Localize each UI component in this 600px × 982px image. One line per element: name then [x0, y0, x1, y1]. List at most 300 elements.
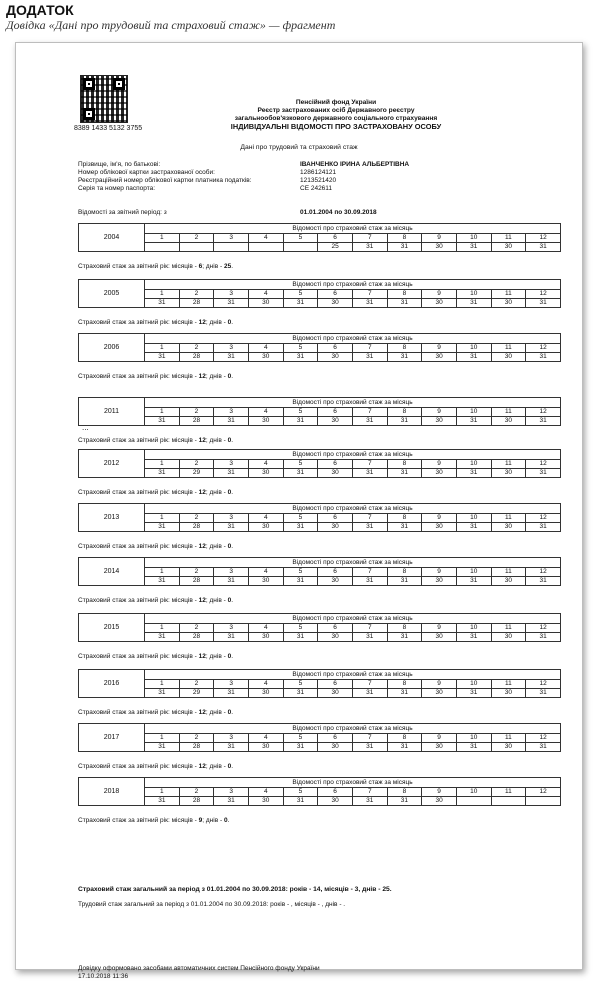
month-days-cell: 31: [387, 523, 422, 532]
month-number-cell: 8: [387, 734, 422, 743]
month-number-cell: 2: [179, 624, 214, 633]
month-days-cell: 31: [214, 689, 249, 698]
month-days-cell: 31: [352, 353, 387, 362]
month-days-cell: 31: [456, 577, 491, 586]
month-days-cell: 31: [526, 417, 561, 426]
month-days-cell: 30: [318, 797, 353, 806]
person-info-row: [78, 169, 409, 177]
person-info-label: Номер облікової картки застрахованої особи:: [78, 169, 215, 176]
month-number-cell: 10: [456, 624, 491, 633]
month-number-cell: 8: [387, 624, 422, 633]
table-header: Відомості про страховий стаж за місяць: [145, 670, 561, 680]
month-number-cell: 8: [387, 788, 422, 797]
month-number-cell: 4: [248, 568, 283, 577]
month-days-cell: [145, 243, 180, 252]
month-number-cell: 4: [248, 680, 283, 689]
month-number-cell: 9: [422, 568, 457, 577]
month-days-cell: 31: [283, 577, 318, 586]
year-stazh-line: [78, 437, 233, 444]
month-number-cell: 10: [456, 788, 491, 797]
month-days-cell: 28: [179, 633, 214, 642]
month-number-cell: 11: [491, 514, 526, 523]
month-days-cell: 31: [352, 523, 387, 532]
month-days-cell: 31: [526, 577, 561, 586]
month-number-cell: 5: [283, 408, 318, 417]
stazh-days: 0: [227, 543, 232, 550]
month-number-cell: 2: [179, 788, 214, 797]
month-days-cell: 31: [526, 633, 561, 642]
stazh-mid: ; днів -: [205, 489, 228, 496]
month-number-cell: 2: [179, 408, 214, 417]
month-days-cell: 31: [387, 469, 422, 478]
stazh-days: 0: [227, 597, 232, 604]
stazh-mid: ; днів -: [205, 373, 228, 380]
month-days-cell: 31: [283, 469, 318, 478]
month-number-cell: 12: [526, 460, 561, 469]
year-cell: 2004: [79, 224, 145, 252]
year-stazh-line: [78, 653, 233, 660]
month-number-cell: 9: [422, 680, 457, 689]
month-days-cell: 29: [179, 469, 214, 478]
month-days-cell: 31: [352, 743, 387, 752]
stazh-days: 0: [227, 437, 232, 444]
month-number-cell: 3: [214, 234, 249, 243]
month-number-cell: 4: [248, 624, 283, 633]
month-number-cell: 1: [145, 344, 180, 353]
month-days-cell: 31: [214, 469, 249, 478]
month-days-cell: 31: [387, 633, 422, 642]
month-number-cell: 2: [179, 344, 214, 353]
reporting-period: [78, 209, 377, 216]
month-days-cell: 30: [491, 577, 526, 586]
month-number-cell: 10: [456, 290, 491, 299]
total-insurance-stazh: Страховий стаж загальний за період з 01.01.2004 по 30.09.2018: років - 14, місяців - 3, днів - 25.: [78, 886, 392, 893]
year-stazh-line: [78, 263, 233, 270]
person-info-value: СЕ 242611: [300, 185, 333, 192]
month-days-cell: 31: [145, 469, 180, 478]
month-number-cell: 6: [318, 680, 353, 689]
month-number-cell: 4: [248, 788, 283, 797]
month-number-cell: 2: [179, 514, 214, 523]
organization-block: [211, 99, 461, 131]
month-number-cell: 10: [456, 514, 491, 523]
month-days-cell: 30: [248, 797, 283, 806]
month-days-cell: [248, 243, 283, 252]
stazh-months: 12: [198, 763, 206, 770]
month-number-cell: 12: [526, 234, 561, 243]
year-table: [78, 723, 561, 752]
month-days-cell: 31: [456, 353, 491, 362]
month-number-cell: 6: [318, 408, 353, 417]
table-header: Відомості про страховий стаж за місяць: [145, 558, 561, 568]
person-info: [78, 161, 409, 193]
month-days-cell: 31: [283, 353, 318, 362]
month-days-cell: 30: [491, 243, 526, 252]
month-days-cell: 31: [352, 577, 387, 586]
stazh-suffix: .: [231, 373, 233, 380]
month-number-cell: 12: [526, 290, 561, 299]
month-number-cell: 8: [387, 234, 422, 243]
month-number-cell: 3: [214, 788, 249, 797]
month-number-cell: 7: [352, 514, 387, 523]
month-days-cell: 30: [491, 743, 526, 752]
stazh-suffix: .: [231, 597, 233, 604]
page-header: [6, 2, 335, 32]
month-days-cell: 31: [456, 523, 491, 532]
qr-code-icon: [80, 75, 128, 123]
month-days-cell: 31: [526, 353, 561, 362]
month-days-cell: 31: [214, 417, 249, 426]
stazh-suffix: .: [231, 437, 233, 444]
month-days-cell: 30: [491, 299, 526, 308]
month-number-cell: 8: [387, 568, 422, 577]
stazh-days: 0: [227, 373, 232, 380]
month-days-cell: 30: [422, 417, 457, 426]
stazh-prefix: Страховий стаж за звітний рік: місяців -: [78, 653, 199, 660]
stazh-suffix: .: [227, 817, 230, 824]
month-days-cell: [283, 243, 318, 252]
stazh-prefix: Страховий стаж за звітний рік: місяців -: [78, 437, 199, 444]
month-days-cell: 31: [214, 577, 249, 586]
month-number-cell: 12: [526, 624, 561, 633]
month-number-cell: 12: [526, 344, 561, 353]
month-days-cell: 31: [283, 633, 318, 642]
month-number-cell: 1: [145, 680, 180, 689]
month-number-cell: 5: [283, 234, 318, 243]
month-days-cell: 31: [352, 469, 387, 478]
month-days-cell: 30: [422, 243, 457, 252]
month-days-cell: 31: [145, 689, 180, 698]
month-number-cell: 7: [352, 568, 387, 577]
person-info-value: ІВАНЧЕНКО ІРИНА АЛЬБЕРТІВНА: [300, 161, 410, 168]
year-cell: 2016: [79, 670, 145, 698]
month-days-cell: 31: [352, 299, 387, 308]
period-label: Відомості за звітний період: з: [78, 209, 167, 216]
month-days-cell: 30: [318, 299, 353, 308]
month-days-cell: 31: [352, 633, 387, 642]
year-table: [78, 669, 561, 698]
month-number-cell: 4: [248, 408, 283, 417]
month-days-cell: 30: [422, 469, 457, 478]
month-number-cell: 4: [248, 460, 283, 469]
month-days-cell: 31: [526, 523, 561, 532]
month-days-cell: 30: [248, 633, 283, 642]
year-cell: 2012: [79, 450, 145, 478]
month-number-cell: 2: [179, 568, 214, 577]
stazh-prefix: Страховий стаж за звітний рік: місяців -: [78, 709, 199, 716]
month-number-cell: 3: [214, 290, 249, 299]
org-registry-2: загальнообов'язкового державного соціального страхування: [234, 115, 438, 122]
stazh-days: 0: [227, 489, 232, 496]
month-number-cell: 5: [283, 514, 318, 523]
month-number-cell: 5: [283, 290, 318, 299]
stazh-suffix: .: [231, 653, 233, 660]
month-number-cell: 5: [283, 788, 318, 797]
month-number-cell: 3: [214, 514, 249, 523]
month-number-cell: 11: [491, 408, 526, 417]
month-days-cell: 31: [387, 797, 422, 806]
stazh-months: 12: [198, 653, 206, 660]
month-number-cell: 10: [456, 568, 491, 577]
month-number-cell: 1: [145, 514, 180, 523]
month-days-cell: [526, 797, 561, 806]
month-days-cell: 30: [318, 633, 353, 642]
month-days-cell: 25: [318, 243, 353, 252]
month-number-cell: 7: [352, 290, 387, 299]
table-header: Відомості про страховий стаж за місяць: [145, 450, 561, 460]
month-days-cell: 30: [422, 577, 457, 586]
month-number-cell: 5: [283, 568, 318, 577]
stazh-prefix: Страховий стаж за звітний рік: місяців -: [78, 543, 199, 550]
month-number-cell: 3: [214, 734, 249, 743]
document-subtitle: Дані про трудовий та страховий стаж: [240, 144, 358, 151]
month-number-cell: 8: [387, 344, 422, 353]
stazh-prefix: Страховий стаж за звітний рік: місяців -: [78, 373, 199, 380]
month-number-cell: 6: [318, 290, 353, 299]
person-info-row: [78, 177, 409, 185]
month-days-cell: 28: [179, 417, 214, 426]
month-days-cell: 31: [456, 689, 491, 698]
month-days-cell: 30: [248, 577, 283, 586]
month-days-cell: 30: [248, 299, 283, 308]
month-days-cell: 31: [387, 689, 422, 698]
month-number-cell: 3: [214, 408, 249, 417]
month-number-cell: 11: [491, 788, 526, 797]
year-table: [78, 223, 561, 252]
month-number-cell: 5: [283, 624, 318, 633]
year-stazh-line: [78, 817, 229, 824]
table-header: Відомості про страховий стаж за місяць: [145, 614, 561, 624]
year-stazh-line: [78, 319, 233, 326]
month-number-cell: 9: [422, 734, 457, 743]
month-number-cell: 9: [422, 514, 457, 523]
year-stazh-line: [78, 543, 233, 550]
month-number-cell: 12: [526, 680, 561, 689]
month-number-cell: 12: [526, 734, 561, 743]
month-number-cell: 2: [179, 680, 214, 689]
stazh-suffix: .: [231, 263, 233, 270]
year-table: [78, 557, 561, 586]
table-header: Відомості про страховий стаж за місяць: [145, 724, 561, 734]
month-number-cell: 9: [422, 408, 457, 417]
month-number-cell: 3: [214, 680, 249, 689]
month-number-cell: 10: [456, 408, 491, 417]
year-table: [78, 777, 561, 806]
month-days-cell: 30: [491, 523, 526, 532]
month-days-cell: 29: [179, 689, 214, 698]
month-number-cell: 3: [214, 460, 249, 469]
stazh-days: 25: [223, 263, 232, 270]
month-number-cell: 5: [283, 460, 318, 469]
stazh-days: 0: [223, 817, 228, 824]
month-number-cell: 11: [491, 290, 526, 299]
month-number-cell: 5: [283, 680, 318, 689]
month-days-cell: 31: [456, 299, 491, 308]
stazh-mid: ; днів -: [202, 817, 224, 824]
stazh-mid: ; днів -: [205, 543, 228, 550]
month-number-cell: 3: [214, 624, 249, 633]
month-number-cell: 1: [145, 460, 180, 469]
stazh-months: 12: [198, 437, 206, 444]
month-number-cell: 12: [526, 788, 561, 797]
stazh-mid: ; днів -: [205, 597, 228, 604]
month-number-cell: 6: [318, 460, 353, 469]
stazh-mid: ; днів -: [202, 263, 224, 270]
stazh-prefix: Страховий стаж за звітний рік: місяців -: [78, 763, 199, 770]
month-number-cell: 8: [387, 680, 422, 689]
month-number-cell: 11: [491, 734, 526, 743]
month-days-cell: 31: [283, 689, 318, 698]
year-stazh-line: [78, 373, 233, 380]
stazh-prefix: Страховий стаж за звітний рік: місяців -: [78, 817, 199, 824]
year-table: [78, 279, 561, 308]
month-number-cell: 8: [387, 460, 422, 469]
month-days-cell: 31: [145, 577, 180, 586]
month-number-cell: 11: [491, 568, 526, 577]
month-number-cell: 11: [491, 234, 526, 243]
stazh-mid: ; днів -: [205, 763, 228, 770]
month-number-cell: 1: [145, 788, 180, 797]
month-days-cell: 30: [422, 797, 457, 806]
year-cell: 2005: [79, 280, 145, 308]
omitted-years-ellipsis: ...: [82, 423, 89, 432]
month-days-cell: 31: [145, 417, 180, 426]
month-days-cell: 31: [214, 353, 249, 362]
month-days-cell: 30: [491, 689, 526, 698]
month-days-cell: 31: [387, 353, 422, 362]
stazh-months: 12: [198, 709, 206, 716]
month-days-cell: 31: [214, 797, 249, 806]
month-days-cell: 30: [422, 633, 457, 642]
month-days-cell: 30: [422, 353, 457, 362]
year-table: [78, 503, 561, 532]
month-days-cell: 30: [248, 469, 283, 478]
stazh-prefix: Страховий стаж за звітний рік: місяців -: [78, 319, 199, 326]
month-days-cell: 31: [526, 743, 561, 752]
month-number-cell: 9: [422, 344, 457, 353]
month-number-cell: 12: [526, 514, 561, 523]
month-number-cell: 5: [283, 344, 318, 353]
month-number-cell: 7: [352, 788, 387, 797]
table-header: Відомості про страховий стаж за місяць: [145, 398, 561, 408]
year-cell: 2018: [79, 778, 145, 806]
month-number-cell: 6: [318, 568, 353, 577]
month-number-cell: 1: [145, 734, 180, 743]
month-days-cell: 31: [526, 689, 561, 698]
month-number-cell: 1: [145, 234, 180, 243]
month-days-cell: 30: [318, 743, 353, 752]
document-footer: [78, 965, 320, 981]
month-number-cell: 1: [145, 568, 180, 577]
month-days-cell: 31: [283, 523, 318, 532]
month-days-cell: 31: [387, 417, 422, 426]
month-days-cell: 30: [318, 353, 353, 362]
total-labor-stazh: Трудовий стаж загальний за період з 01.01.2004 по 30.09.2018: років - , місяців - , днів - .: [78, 901, 346, 908]
month-number-cell: 8: [387, 514, 422, 523]
month-number-cell: 1: [145, 408, 180, 417]
month-number-cell: 6: [318, 624, 353, 633]
month-number-cell: 12: [526, 568, 561, 577]
year-cell: 2017: [79, 724, 145, 752]
month-days-cell: 30: [422, 743, 457, 752]
month-days-cell: 31: [352, 797, 387, 806]
month-number-cell: 10: [456, 680, 491, 689]
month-days-cell: 31: [456, 633, 491, 642]
month-days-cell: [214, 243, 249, 252]
person-info-label: Серія та номер паспорта:: [78, 185, 156, 192]
stazh-days: 0: [227, 653, 232, 660]
period-value: 01.01.2004 по 30.09.2018: [300, 209, 377, 216]
month-number-cell: 11: [491, 344, 526, 353]
month-number-cell: 7: [352, 344, 387, 353]
month-days-cell: 31: [456, 743, 491, 752]
stazh-suffix: .: [231, 543, 233, 550]
stazh-months: 12: [198, 597, 206, 604]
month-number-cell: 8: [387, 290, 422, 299]
month-days-cell: 31: [456, 469, 491, 478]
month-number-cell: 11: [491, 680, 526, 689]
month-number-cell: 6: [318, 514, 353, 523]
month-days-cell: [179, 243, 214, 252]
month-days-cell: 30: [491, 633, 526, 642]
month-number-cell: 10: [456, 234, 491, 243]
month-number-cell: 4: [248, 734, 283, 743]
month-days-cell: 30: [318, 417, 353, 426]
month-days-cell: 31: [214, 299, 249, 308]
month-number-cell: 2: [179, 234, 214, 243]
month-number-cell: 10: [456, 734, 491, 743]
month-number-cell: 10: [456, 460, 491, 469]
month-days-cell: 31: [387, 243, 422, 252]
stazh-days: 0: [227, 709, 232, 716]
month-days-cell: 28: [179, 523, 214, 532]
month-days-cell: 31: [214, 633, 249, 642]
month-number-cell: 7: [352, 680, 387, 689]
stazh-prefix: Страховий стаж за звітний рік: місяців -: [78, 489, 199, 496]
stazh-prefix: Страховий стаж за звітний рік: місяців -: [78, 263, 199, 270]
month-days-cell: 31: [352, 243, 387, 252]
qr-number: 8389 1433 5132 3755: [74, 125, 143, 132]
month-days-cell: 30: [422, 523, 457, 532]
month-number-cell: 4: [248, 234, 283, 243]
month-days-cell: 31: [283, 743, 318, 752]
month-number-cell: 2: [179, 460, 214, 469]
year-cell: 2015: [79, 614, 145, 642]
person-info-row: [78, 161, 409, 169]
month-days-cell: 31: [145, 797, 180, 806]
page-subtitle: Довідка «Дані про трудовий та страховий стаж» — фрагмент: [6, 18, 336, 32]
year-stazh-line: [78, 709, 233, 716]
month-number-cell: 7: [352, 624, 387, 633]
stazh-suffix: .: [231, 709, 233, 716]
month-number-cell: 1: [145, 290, 180, 299]
month-days-cell: 30: [248, 523, 283, 532]
stazh-prefix: Страховий стаж за звітний рік: місяців -: [78, 597, 199, 604]
month-days-cell: 31: [145, 353, 180, 362]
month-days-cell: 30: [248, 353, 283, 362]
month-days-cell: 30: [491, 469, 526, 478]
year-cell: 2013: [79, 504, 145, 532]
person-info-row: [78, 185, 409, 193]
year-stazh-line: [78, 597, 233, 604]
month-days-cell: 31: [214, 743, 249, 752]
month-days-cell: 30: [248, 417, 283, 426]
month-number-cell: 5: [283, 734, 318, 743]
month-number-cell: 2: [179, 290, 214, 299]
month-days-cell: 31: [283, 299, 318, 308]
month-days-cell: 31: [145, 743, 180, 752]
person-info-label: Прізвище, ім'я, по батькові:: [78, 161, 161, 168]
